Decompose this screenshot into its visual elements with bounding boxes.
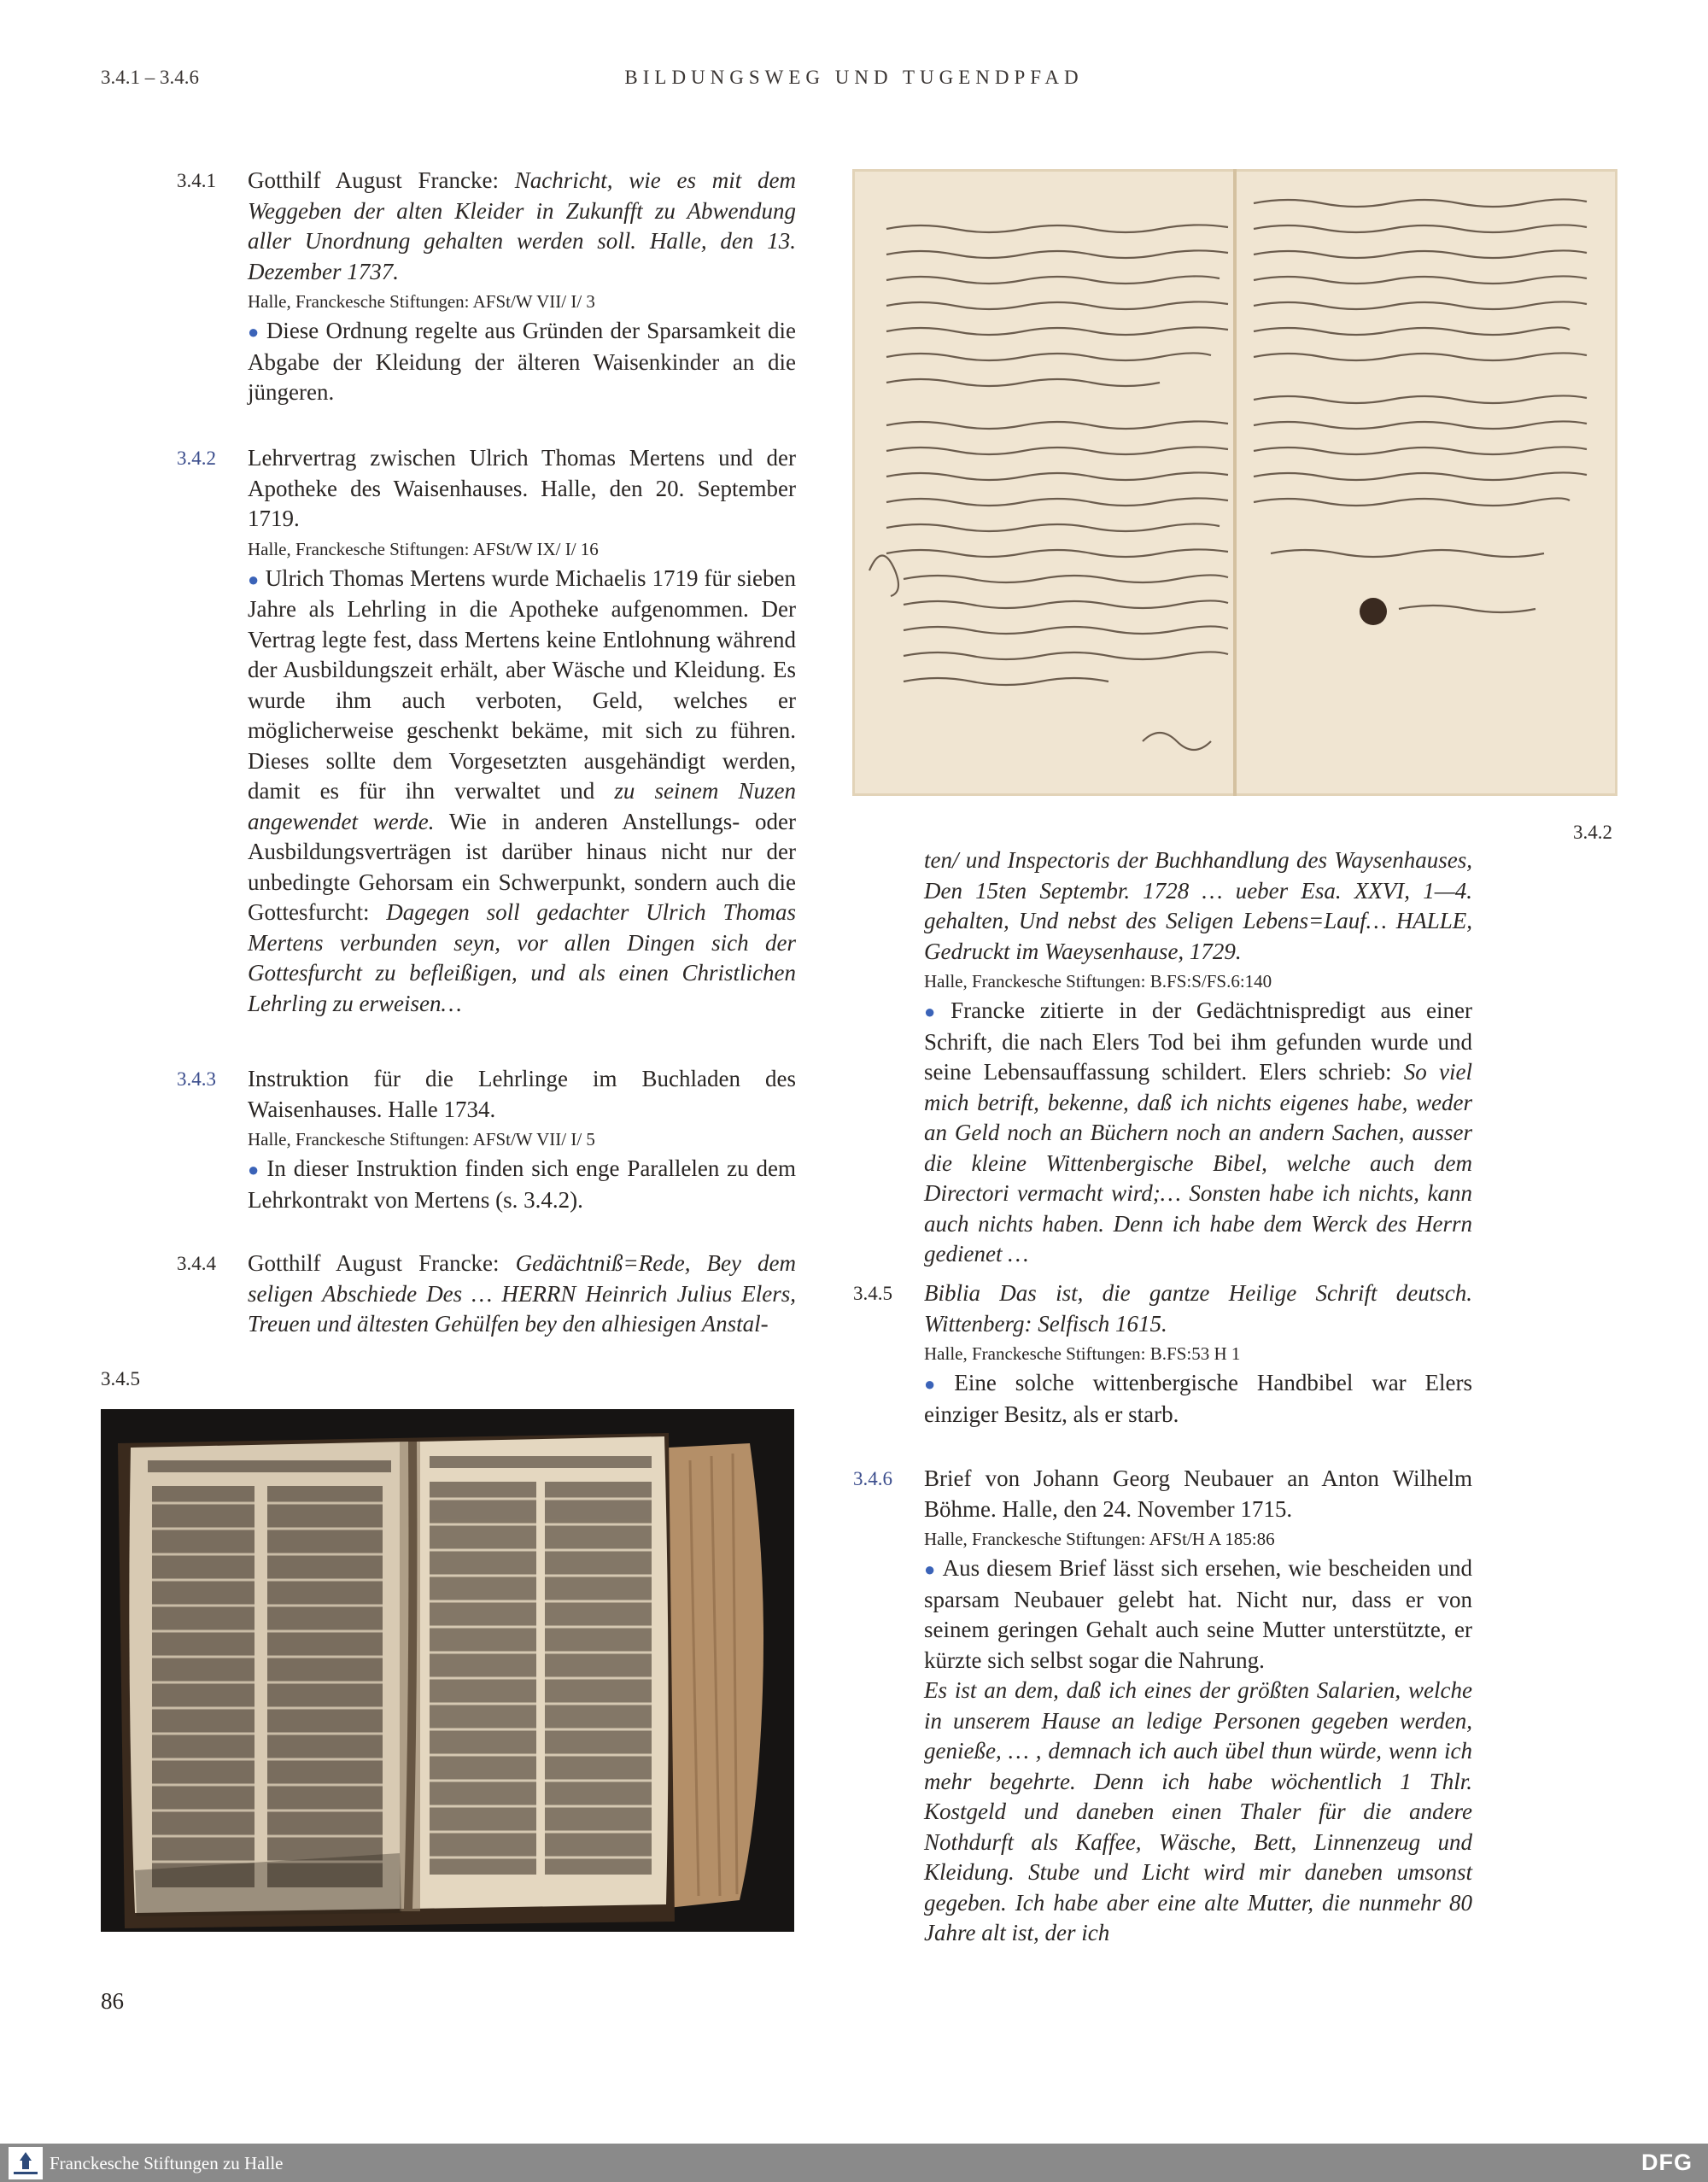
entry-3-4-2: [177, 443, 796, 1019]
entry-signature: Halle, Franckesche Stiftungen: AFSt/H A 185:86: [924, 1529, 1275, 1549]
running-head-title: BILDUNGSWEG UND TUGENDPFAD: [624, 67, 1084, 88]
entry-signature: Halle, Franckesche Stiftungen: B.FS:S/FS.6:140: [924, 971, 1272, 992]
entry-signature: Halle, Franckesche Stiftungen: AFSt/W VII/ I/ 3: [248, 291, 595, 312]
entry-title-continued: ten/ und Inspectoris der Buchhandlung des Waysenhauses, Den 15ten Septembr. 1728 … ueber Esa. XXVI, 1—4. gehalten, Und nebst des Seligen Lebens=Lauf… HALLE, Gedruckt im Waeysenhause, 1729.: [924, 847, 1472, 964]
image-caption-bible: 3.4.5: [101, 1368, 140, 1389]
bullet-icon: ●: [248, 321, 260, 342]
institution-logo-icon: [9, 2147, 43, 2179]
page-number: 86: [101, 1988, 124, 2014]
entry-description: ● Ulrich Thomas Mertens wurde Michaelis 1719 für sieben Jahre als Lehrling in die Apotheke aufgenommen. Der Vertrag legte fest, dass Mertens keine Entlohnung während der Ausbildungszeit erhält, aber Wäsche und Kleidung. Es wurde ihm auch verboten, Geld, welches er möglicherweise geschenkt bekäme, mit sich zu führen. Dieses sollte dem Vorgesetzten ausgehändigt werden, damit es für ihn verwaltet und zu seinem Nuzen angewendet werde. Wie in anderen Anstellungs- oder Ausbildungsverträgen ist darüber hinaus nicht nur der unbedingte Gehorsam ein Schwerpunkt, sondern auch die Gottesfurcht: Dagegen soll gedachter Ulrich Thomas Mertens verbunden seyn, vor allen Dingen sich der Gottesfurcht zu befleißigen, und als einen Christlichen Lehrling zu erweisen…: [248, 565, 796, 1016]
entry-signature: Halle, Franckesche Stiftungen: AFSt/W VII/ I/ 5: [248, 1129, 595, 1149]
entry-signature: Halle, Franckesche Stiftungen: AFSt/W IX/ I/ 16: [248, 538, 599, 559]
entry-title: Gotthilf August Francke: Nachricht, wie es mit dem Weggeben der alten Kleider in Zukunfft zu Abwendung aller Unordnung gehalten werden soll. Halle, den 13. Dezember 1737.: [248, 167, 796, 284]
running-head-range: 3.4.1 – 3.4.6: [101, 67, 199, 88]
entry-title: Biblia Das ist, die gantze Heilige Schrift deutsch. Wittenberg: Selfisch 1615.: [924, 1280, 1472, 1337]
entry-number: 3.4.4: [177, 1253, 216, 1274]
entry-number: 3.4.2: [177, 448, 216, 469]
entry-3-4-6: [853, 1464, 1472, 1949]
bullet-icon: ●: [924, 1559, 937, 1580]
entry-number: 3.4.3: [177, 1068, 216, 1090]
manuscript-photo: [852, 169, 1617, 796]
entry-signature: Halle, Franckesche Stiftungen: B.FS:53 H 1: [924, 1343, 1241, 1364]
entry-description: ● Diese Ordnung regelte aus Gründen der Sparsamkeit die Abgabe der Kleidung der älteren Waisenkinder an die jüngeren.: [248, 318, 796, 405]
entry-number: 3.4.5: [853, 1283, 892, 1304]
bullet-icon: ●: [248, 568, 260, 590]
entry-description: ● Aus diesem Brief lässt sich ersehen, wie bescheiden und sparsam Neubauer gelebt hat. Nicht nur, dass er von seinem geringen Gehalt auch seine Mutter unterstützte, er kürzte sich selbst sogar die Nahrung.: [924, 1555, 1472, 1673]
bullet-icon: ●: [924, 1001, 945, 1022]
entry-3-4-3: [177, 1064, 796, 1215]
entry-3-4-5: [853, 1278, 1473, 1430]
entry-description: ● Eine solche wittenbergische Handbibel war Elers einziger Besitz, als er starb.: [924, 1370, 1473, 1427]
entry-number: 3.4.1: [177, 170, 216, 191]
entry-description: ● In dieser Instruktion finden sich enge Parallelen zu dem Lehrkontrakt von Mertens (s. 3.4.2).: [248, 1155, 796, 1213]
bullet-icon: ●: [924, 1373, 949, 1395]
entry-number: 3.4.6: [853, 1468, 892, 1489]
entry-3-4-4: [177, 1249, 796, 1340]
entry-title: Brief von Johann Georg Neubauer an Anton Wilhelm Böhme. Halle, den 24. November 1715.: [924, 1465, 1472, 1522]
bullet-icon: ●: [248, 1159, 261, 1180]
entry-description: ● Francke zitierte in der Gedächtnispredigt aus einer Schrift, die nach Elers Tod bei ihm gefunden wurde und seine Lebensauffassung schildert. Elers schrieb: So viel mich betrift, bekenne, daß ich nichts eigenes habe, weder an Geld noch an Büchern noch an andern Sachen, ausser die kleine Wittenbergische Bibel, welche auch dem Directori vermacht wird;… Sonsten habe ich nichts, kann auch nichts haben. Denn ich habe dem Werck des Herrn gedienet …: [924, 997, 1472, 1266]
entry-title: Gotthilf August Francke: Gedächtniß=Rede, Bey dem seligen Abschiede Des … HERRN Heinrich Julius Elers, Treuen und ältesten Gehülfen bey den alhiesigen Anstal-: [248, 1250, 796, 1337]
entry-quote: Es ist an dem, daß ich eines der größten Salarien, welche in unserem Hause an ledige Personen gegeben werden, genieße, … , demnach ich auch übel thun würde, wenn ich mehr begehrte. Denn ich habe wöchentlich 1 Thlr. Kostgeld und daneben einen Thaler für die andere Nothdurft als Kaffee, Wäsche, Bett, Linnenzeug und Kleidung. Stube und Licht wird mir daneben umsonst gegeben. Ich habe aber eine alte Mutter, die nunmehr 80 Jahre alt ist, der ich: [924, 1677, 1472, 1945]
bible-photo: [101, 1409, 794, 1932]
dfg-logo: DFG: [1641, 2150, 1693, 2175]
entry-3-4-4-continued: [924, 845, 1472, 1270]
image-caption-manuscript: 3.4.2: [1573, 822, 1612, 843]
footer-institution: Franckesche Stiftungen zu Halle: [50, 2153, 284, 2173]
entry-title: Instruktion für die Lehrlinge im Buchladen des Waisenhauses. Halle 1734.: [248, 1066, 796, 1122]
entry-3-4-1: [177, 166, 796, 408]
entry-title: Lehrvertrag zwischen Ulrich Thomas Mertens und der Apotheke des Waisenhauses. Halle, den 20. September 1719.: [248, 445, 796, 531]
